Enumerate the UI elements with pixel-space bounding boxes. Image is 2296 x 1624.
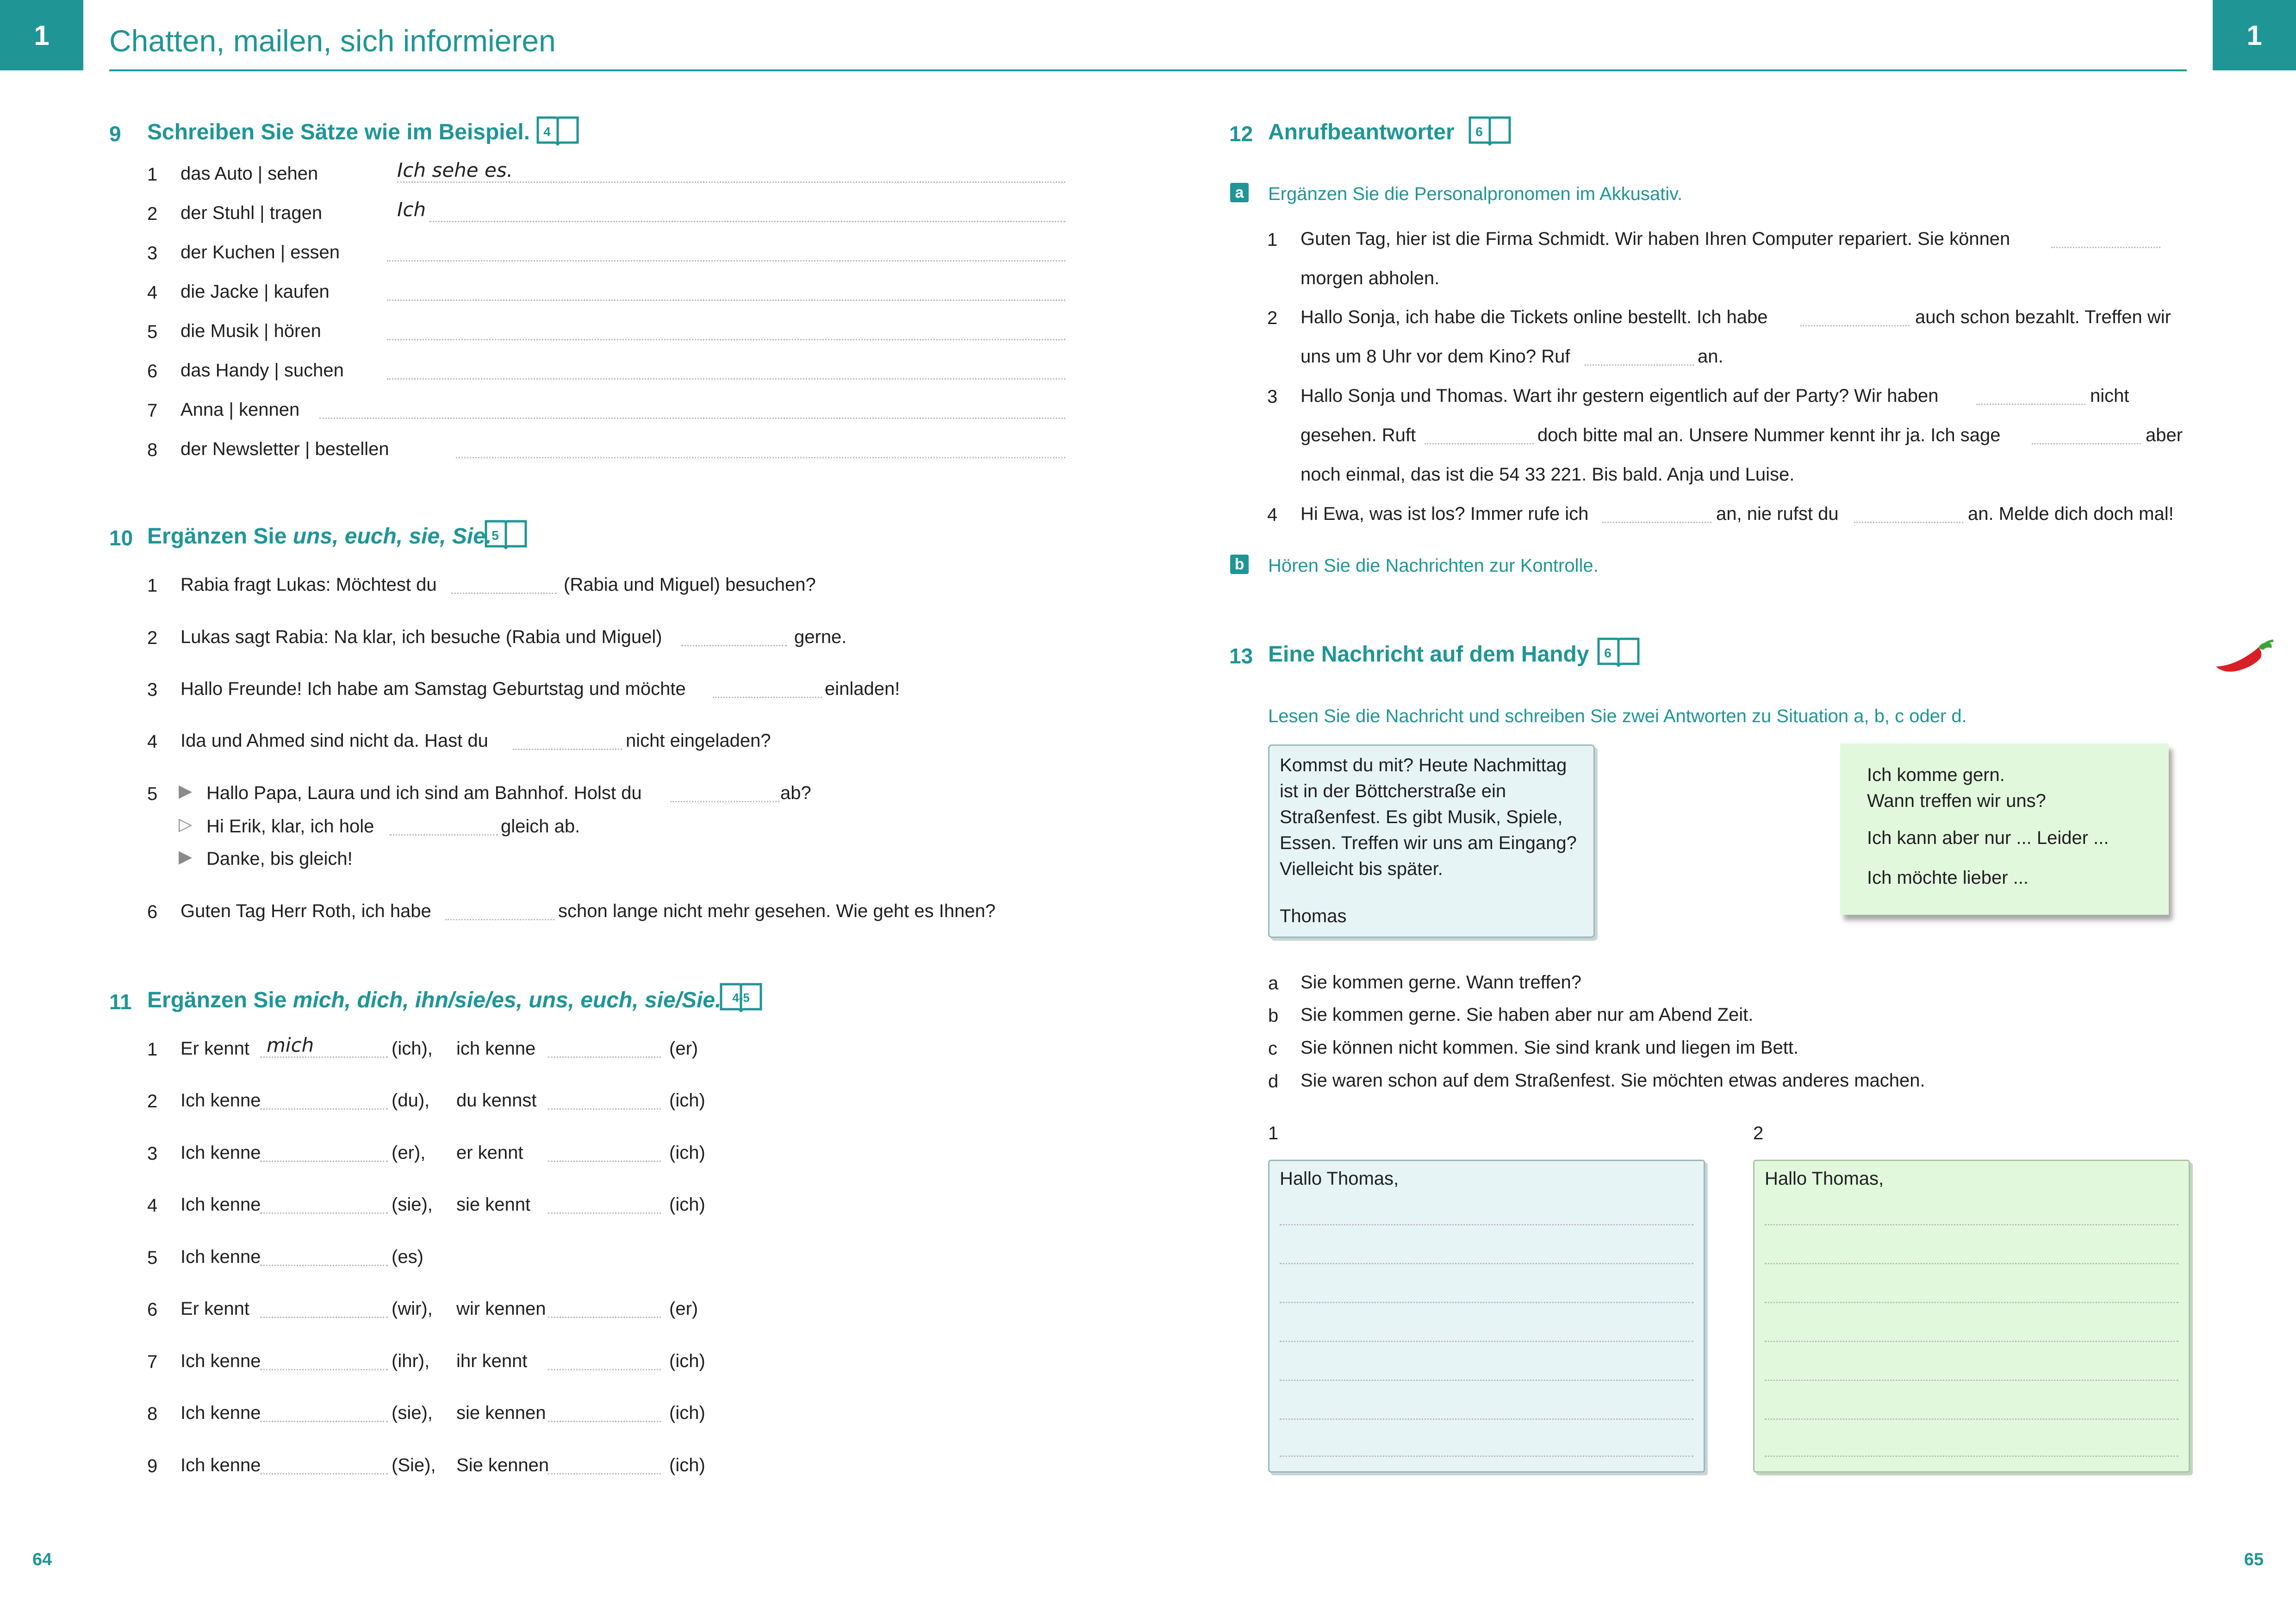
writing-line[interactable] bbox=[1280, 1263, 1693, 1264]
answer-card-2[interactable] bbox=[1753, 1160, 2190, 1473]
sms-message-signature: Thomas bbox=[1280, 906, 1347, 926]
ex10-item-text: schon lange nicht mehr gesehen. Wie geht es Ihnen? bbox=[558, 901, 996, 921]
answer-blank[interactable] bbox=[548, 1421, 661, 1422]
ex12-item-text: uns um 8 Uhr vor dem Kino? Ruf bbox=[1300, 346, 1570, 367]
ex10-title-pre: Ergänzen Sie bbox=[147, 524, 293, 549]
ex11-number: 11 bbox=[109, 990, 132, 1014]
ex11-item-number: 5 bbox=[147, 1248, 158, 1268]
ex9-item-number: 2 bbox=[147, 204, 158, 224]
ex10-item-number: 2 bbox=[147, 628, 158, 648]
writing-line[interactable] bbox=[1280, 1380, 1693, 1381]
ex11-item-text: Ich kenne bbox=[180, 1351, 261, 1371]
ex12-item-number: 1 bbox=[1267, 230, 1278, 250]
ex10-item-text: Hi Erik, klar, ich hole bbox=[206, 816, 374, 837]
ex9-item-prompt: Anna | kennen bbox=[180, 400, 300, 420]
book-ref: 4 bbox=[543, 125, 551, 139]
ex10-item-text: einladen! bbox=[825, 679, 900, 699]
writing-line[interactable] bbox=[1765, 1418, 2178, 1420]
ex11-title-pre: Ergänzen Sie bbox=[147, 988, 293, 1012]
ex10-title-pronouns: uns, euch, sie, Sie. bbox=[292, 524, 492, 549]
ex12-item-number: 4 bbox=[1267, 505, 1278, 525]
answer-card-number: 2 bbox=[1753, 1123, 1764, 1143]
ex9-item-prompt: der Stuhl | tragen bbox=[180, 203, 323, 223]
situation-letter: b bbox=[1268, 1006, 1279, 1026]
phrase-note-line: Ich komme gern. Wann treffen wir uns? bbox=[1867, 765, 2046, 811]
answer-card-greeting: Hallo Thomas, bbox=[1765, 1168, 1884, 1189]
ex12-item-text: an. bbox=[1698, 346, 1724, 367]
ex10-item-text: Ida und Ahmed sind nicht da. Hast du bbox=[180, 731, 488, 751]
ex11-item-text: Er kennt bbox=[180, 1038, 249, 1059]
ex11-item-hint: (er) bbox=[669, 1038, 698, 1059]
ex12-item-number: 3 bbox=[1267, 387, 1278, 407]
ex11-item-hint: (sie), bbox=[392, 1403, 433, 1423]
phrase-note-line: Ich kann aber nur ... Leider ... bbox=[1867, 828, 2109, 848]
ex12-item-text: Hallo Sonja, ich habe die Tickets online bestellt. Ich habe bbox=[1300, 307, 1768, 327]
ex11-item-text: Ich kenne bbox=[180, 1455, 261, 1475]
ex13-instruction: Lesen Sie die Nachricht und schreiben Sie zwei Antworten zu Situation a, b, c oder d. bbox=[1268, 706, 1967, 726]
chapter-title: Chatten, mailen, sich informieren bbox=[109, 24, 556, 58]
situation-text: Sie kommen gerne. Sie haben aber nur am Abend Zeit. bbox=[1300, 1005, 1754, 1025]
situation-text: Sie kommen gerne. Wann treffen? bbox=[1300, 972, 1581, 993]
answer-blank[interactable] bbox=[387, 339, 1065, 340]
writing-line[interactable] bbox=[1280, 1224, 1693, 1225]
ex9-item-prompt: das Handy | suchen bbox=[180, 360, 344, 381]
book-ref: 6 bbox=[1475, 125, 1483, 139]
ex12a-instruction: Ergänzen Sie die Personalpronomen im Akkusativ. bbox=[1268, 184, 1683, 204]
answer-blank[interactable] bbox=[1800, 325, 1910, 326]
answer-blank[interactable] bbox=[1976, 404, 2085, 405]
ex11-item-hint: (er), bbox=[392, 1143, 426, 1163]
ex9-item-number: 5 bbox=[147, 322, 158, 342]
ex9-item-prompt: die Musik | hören bbox=[180, 321, 321, 341]
ex12-item-text: gesehen. Ruft bbox=[1300, 425, 1416, 445]
ex9-item-prompt: der Newsletter | bestellen bbox=[180, 439, 389, 459]
writing-line[interactable] bbox=[1765, 1224, 2178, 1225]
answer-blank[interactable] bbox=[548, 1108, 661, 1110]
ex11-item-text: Ich kenne bbox=[180, 1247, 261, 1267]
ex12-item-text: aber bbox=[2146, 425, 2183, 445]
answer-blank[interactable] bbox=[713, 697, 822, 698]
sms-message-card bbox=[1268, 744, 1595, 938]
ex11-item-hint: (ich) bbox=[669, 1090, 705, 1111]
answer-blank[interactable] bbox=[670, 801, 779, 802]
ex10-item-text: Guten Tag Herr Roth, ich habe bbox=[180, 901, 431, 921]
speaker-b-icon: ▷ bbox=[179, 815, 193, 834]
situation-letter: c bbox=[1268, 1038, 1277, 1059]
ex9-item-prompt: der Kuchen | essen bbox=[180, 242, 340, 262]
ex11-item-text: Er kennt bbox=[180, 1299, 249, 1319]
ex11-item-hint: (ich) bbox=[669, 1194, 705, 1215]
book-ref: 4-5 bbox=[732, 991, 750, 1005]
answer-blank[interactable] bbox=[397, 181, 1065, 183]
ex9-item-number: 1 bbox=[147, 164, 158, 185]
ex11-item-hint: (es) bbox=[392, 1247, 423, 1267]
ex11-item-text: du kennst bbox=[456, 1090, 537, 1111]
answer-blank[interactable] bbox=[548, 1161, 661, 1162]
answer-blank[interactable] bbox=[260, 1212, 388, 1214]
ex11-item-text: Ich kenne bbox=[180, 1090, 261, 1111]
ex12-item-text: Hi Ewa, was ist los? Immer rufe ich bbox=[1300, 504, 1589, 524]
ex12-number: 12 bbox=[1229, 122, 1253, 146]
ex9-item-prompt: die Jacke | kaufen bbox=[180, 281, 330, 302]
ex11-item-hint: (sie), bbox=[392, 1194, 433, 1215]
answer-blank[interactable] bbox=[451, 593, 557, 594]
answer-blank[interactable] bbox=[1854, 522, 1963, 523]
answer-blank[interactable] bbox=[260, 1108, 388, 1110]
situation-letter: a bbox=[1268, 973, 1279, 993]
writing-line[interactable] bbox=[1765, 1380, 2178, 1381]
ex10-item-text: ab? bbox=[780, 783, 811, 803]
ex12-item-text: nicht bbox=[2090, 386, 2129, 406]
ex12-item-number: 2 bbox=[1267, 308, 1278, 328]
ex10-item-text: Hallo Freunde! Ich habe am Samstag Geburtstag und möchte bbox=[180, 679, 686, 699]
ex12-item-text: an. Melde dich doch mal! bbox=[1968, 504, 2174, 524]
book-icon bbox=[719, 981, 763, 1015]
ex11-item-hint: (ihr), bbox=[392, 1351, 430, 1371]
ex11-item-hint: (er) bbox=[669, 1299, 698, 1319]
writing-line[interactable] bbox=[1280, 1341, 1693, 1342]
answer-blank[interactable] bbox=[260, 1369, 388, 1370]
answer-blank[interactable] bbox=[548, 1369, 661, 1370]
ex12-item-text: Hallo Sonja und Thomas. Wart ihr gestern eigentlich auf der Party? Wir haben bbox=[1300, 386, 1939, 406]
handwritten-example: Ich bbox=[397, 198, 426, 221]
ex9-item-number: 6 bbox=[147, 361, 158, 381]
writing-line[interactable] bbox=[1280, 1455, 1693, 1457]
answer-blank[interactable] bbox=[387, 300, 1065, 301]
ex11-item-number: 7 bbox=[147, 1352, 158, 1372]
ex10-item-number: 6 bbox=[147, 902, 158, 922]
ex12-item-text: noch einmal, das ist die 54 33 221. Bis bald. Anja und Luise. bbox=[1300, 464, 1795, 485]
ex11-item-text: sie kennen bbox=[456, 1403, 546, 1423]
answer-card-greeting: Hallo Thomas, bbox=[1280, 1168, 1399, 1189]
answer-blank[interactable] bbox=[260, 1473, 388, 1474]
ex10-number: 10 bbox=[109, 526, 133, 550]
answer-blank[interactable] bbox=[1425, 443, 1534, 444]
part-b-label: b bbox=[1230, 555, 1249, 574]
speaker-a-icon: ▶ bbox=[179, 781, 193, 801]
ex10-item-number: 4 bbox=[147, 731, 158, 752]
answer-blank[interactable] bbox=[513, 749, 622, 750]
ex11-item-number: 3 bbox=[147, 1143, 158, 1164]
answer-blank[interactable] bbox=[387, 378, 1065, 380]
answer-blank[interactable] bbox=[1585, 364, 1694, 366]
answer-blank[interactable] bbox=[429, 221, 1065, 222]
writing-line[interactable] bbox=[1280, 1418, 1693, 1420]
writing-line[interactable] bbox=[1765, 1455, 2178, 1457]
ex9-item-prompt: das Auto | sehen bbox=[180, 163, 318, 184]
ex11-item-text: er kennt bbox=[456, 1143, 523, 1163]
ex11-item-text: Ich kenne bbox=[180, 1143, 261, 1163]
phrase-sticky-note bbox=[1840, 743, 2169, 915]
book-icon bbox=[1597, 636, 1640, 669]
ex12-item-text: doch bitte mal an. Unsere Nummer kennt ihr ja. Ich sage bbox=[1537, 425, 2001, 445]
handwritten-example: Ich sehe es. bbox=[397, 159, 513, 181]
ex12-item-text: morgen abholen. bbox=[1300, 268, 1440, 288]
ex9-item-number: 7 bbox=[147, 400, 158, 421]
page-number-right: 65 bbox=[2244, 1550, 2264, 1569]
book-icon bbox=[536, 115, 579, 148]
ex12-item-text: auch schon bezahlt. Treffen wir bbox=[1915, 307, 2171, 327]
ex11-item-hint: (du), bbox=[392, 1090, 430, 1111]
ex11-item-number: 1 bbox=[147, 1039, 158, 1060]
book-icon bbox=[1468, 115, 1512, 148]
ex10-item-text: Rabia fragt Lukas: Möchtest du bbox=[180, 575, 437, 595]
ex11-title bbox=[147, 987, 721, 1013]
ex10-item-text: Hallo Papa, Laura und ich sind am Bahnhof. Holst du bbox=[206, 783, 642, 803]
ex10-item-text: nicht eingeladen? bbox=[626, 731, 771, 751]
handwritten-example: mich bbox=[267, 1034, 314, 1056]
sms-message-text: Kommst du mit? Heute Nachmittag ist in der Böttcherstraße ein Straßenfest. Es gibt Musik, Spiele, Essen. Treffen wir uns am Eingang? Vielleicht bis später. bbox=[1280, 755, 1577, 879]
chili-pepper-icon bbox=[2212, 639, 2275, 675]
answer-card-number: 1 bbox=[1268, 1123, 1279, 1143]
situation-letter: d bbox=[1268, 1071, 1279, 1092]
ex11-item-hint: (wir), bbox=[392, 1299, 433, 1319]
ex11-item-hint: (ich), bbox=[392, 1038, 433, 1059]
ex11-item-number: 9 bbox=[147, 1456, 158, 1476]
chapter-badge-right: 1 bbox=[2213, 0, 2296, 70]
ex11-item-number: 6 bbox=[147, 1299, 158, 1320]
ex11-title-pronouns: mich, dich, ihn/sie/es, uns, euch, sie/Sie. bbox=[292, 988, 722, 1012]
ex12-title: Anrufbeantworter bbox=[1268, 120, 1455, 144]
ex11-item-text: ich kenne bbox=[456, 1038, 536, 1059]
answer-blank[interactable] bbox=[2032, 443, 2141, 444]
answer-blank[interactable] bbox=[456, 457, 1065, 458]
ex9-item-number: 8 bbox=[147, 440, 158, 460]
answer-card-1[interactable] bbox=[1268, 1160, 1705, 1473]
speaker-a-icon: ▶ bbox=[179, 847, 193, 867]
ex11-item-hint: (ich) bbox=[669, 1455, 705, 1475]
ex11-item-text: Sie kennen bbox=[456, 1455, 549, 1475]
phrase-note-line: Ich möchte lieber ... bbox=[1867, 868, 2029, 888]
book-icon bbox=[484, 518, 528, 552]
header-rule bbox=[109, 69, 2187, 71]
ex10-item-text: Lukas sagt Rabia: Na klar, ich besuche (Rabia und Miguel) bbox=[180, 627, 662, 647]
writing-line[interactable] bbox=[1280, 1302, 1693, 1303]
ex11-item-text: ihr kennt bbox=[456, 1351, 528, 1371]
answer-blank[interactable] bbox=[548, 1056, 661, 1058]
answer-blank[interactable] bbox=[260, 1056, 388, 1058]
ex11-item-number: 2 bbox=[147, 1091, 158, 1112]
page-number-left: 64 bbox=[32, 1550, 52, 1569]
chapter-badge-left: 1 bbox=[0, 0, 83, 70]
ex12-item-text: an, nie rufst du bbox=[1716, 504, 1839, 524]
situation-text: Sie waren schon auf dem Straßenfest. Sie möchten etwas anderes machen. bbox=[1300, 1070, 1925, 1091]
answer-blank[interactable] bbox=[387, 260, 1065, 262]
ex12-item-text: Guten Tag, hier ist die Firma Schmidt. Wir haben Ihren Computer repariert. Sie können bbox=[1300, 229, 2010, 249]
ex12b-instruction: Hören Sie die Nachrichten zur Kontrolle. bbox=[1268, 556, 1599, 576]
ex10-item-text: gerne. bbox=[794, 627, 847, 647]
writing-line[interactable] bbox=[1765, 1302, 2178, 1303]
ex10-item-text: gleich ab. bbox=[501, 816, 580, 837]
ex11-item-text: Ich kenne bbox=[180, 1403, 261, 1423]
answer-blank[interactable] bbox=[681, 645, 787, 646]
book-ref: 6 bbox=[1604, 646, 1612, 660]
answer-blank[interactable] bbox=[548, 1212, 661, 1214]
book-ref: 5 bbox=[492, 528, 499, 543]
ex13-number: 13 bbox=[1229, 644, 1253, 668]
ex10-title bbox=[147, 524, 492, 549]
answer-blank[interactable] bbox=[260, 1317, 388, 1318]
ex11-item-hint: (ich) bbox=[669, 1143, 705, 1163]
ex13-title: Eine Nachricht auf dem Handy bbox=[1268, 642, 1589, 667]
answer-blank[interactable] bbox=[548, 1473, 661, 1474]
ex9-item-number: 4 bbox=[147, 282, 158, 303]
ex11-item-number: 4 bbox=[147, 1195, 158, 1216]
answer-blank[interactable] bbox=[2051, 247, 2160, 248]
ex11-item-hint: (Sie), bbox=[392, 1455, 436, 1475]
answer-blank[interactable] bbox=[1602, 522, 1711, 523]
part-a-label: a bbox=[1230, 183, 1249, 202]
ex11-item-hint: (ich) bbox=[669, 1403, 705, 1423]
answer-blank[interactable] bbox=[445, 919, 554, 920]
ex10-item-text: Danke, bis gleich! bbox=[206, 849, 353, 869]
ex10-item-text: (Rabia und Miguel) besuchen? bbox=[564, 575, 816, 595]
ex11-item-hint: (ich) bbox=[669, 1351, 705, 1371]
writing-line[interactable] bbox=[1765, 1341, 2178, 1342]
answer-blank[interactable] bbox=[260, 1421, 388, 1422]
answer-blank[interactable] bbox=[260, 1265, 388, 1266]
situation-text: Sie können nicht kommen. Sie sind krank und liegen im Bett. bbox=[1300, 1037, 1799, 1058]
ex11-item-text: sie kennt bbox=[456, 1194, 531, 1215]
answer-blank[interactable] bbox=[319, 418, 1065, 419]
ex11-item-number: 8 bbox=[147, 1404, 158, 1424]
ex10-item-number: 5 bbox=[147, 784, 158, 804]
ex10-item-number: 3 bbox=[147, 680, 158, 700]
answer-blank[interactable] bbox=[390, 834, 498, 836]
ex9-item-number: 3 bbox=[147, 243, 158, 263]
answer-blank[interactable] bbox=[260, 1161, 388, 1162]
ex9-number: 9 bbox=[109, 122, 121, 146]
ex11-item-text: Ich kenne bbox=[180, 1194, 261, 1215]
ex11-item-text: wir kennen bbox=[456, 1299, 546, 1319]
answer-blank[interactable] bbox=[548, 1317, 661, 1318]
ex9-title: Schreiben Sie Sätze wie im Beispiel. bbox=[147, 120, 530, 144]
ex10-item-number: 1 bbox=[147, 575, 158, 596]
writing-line[interactable] bbox=[1765, 1263, 2178, 1264]
